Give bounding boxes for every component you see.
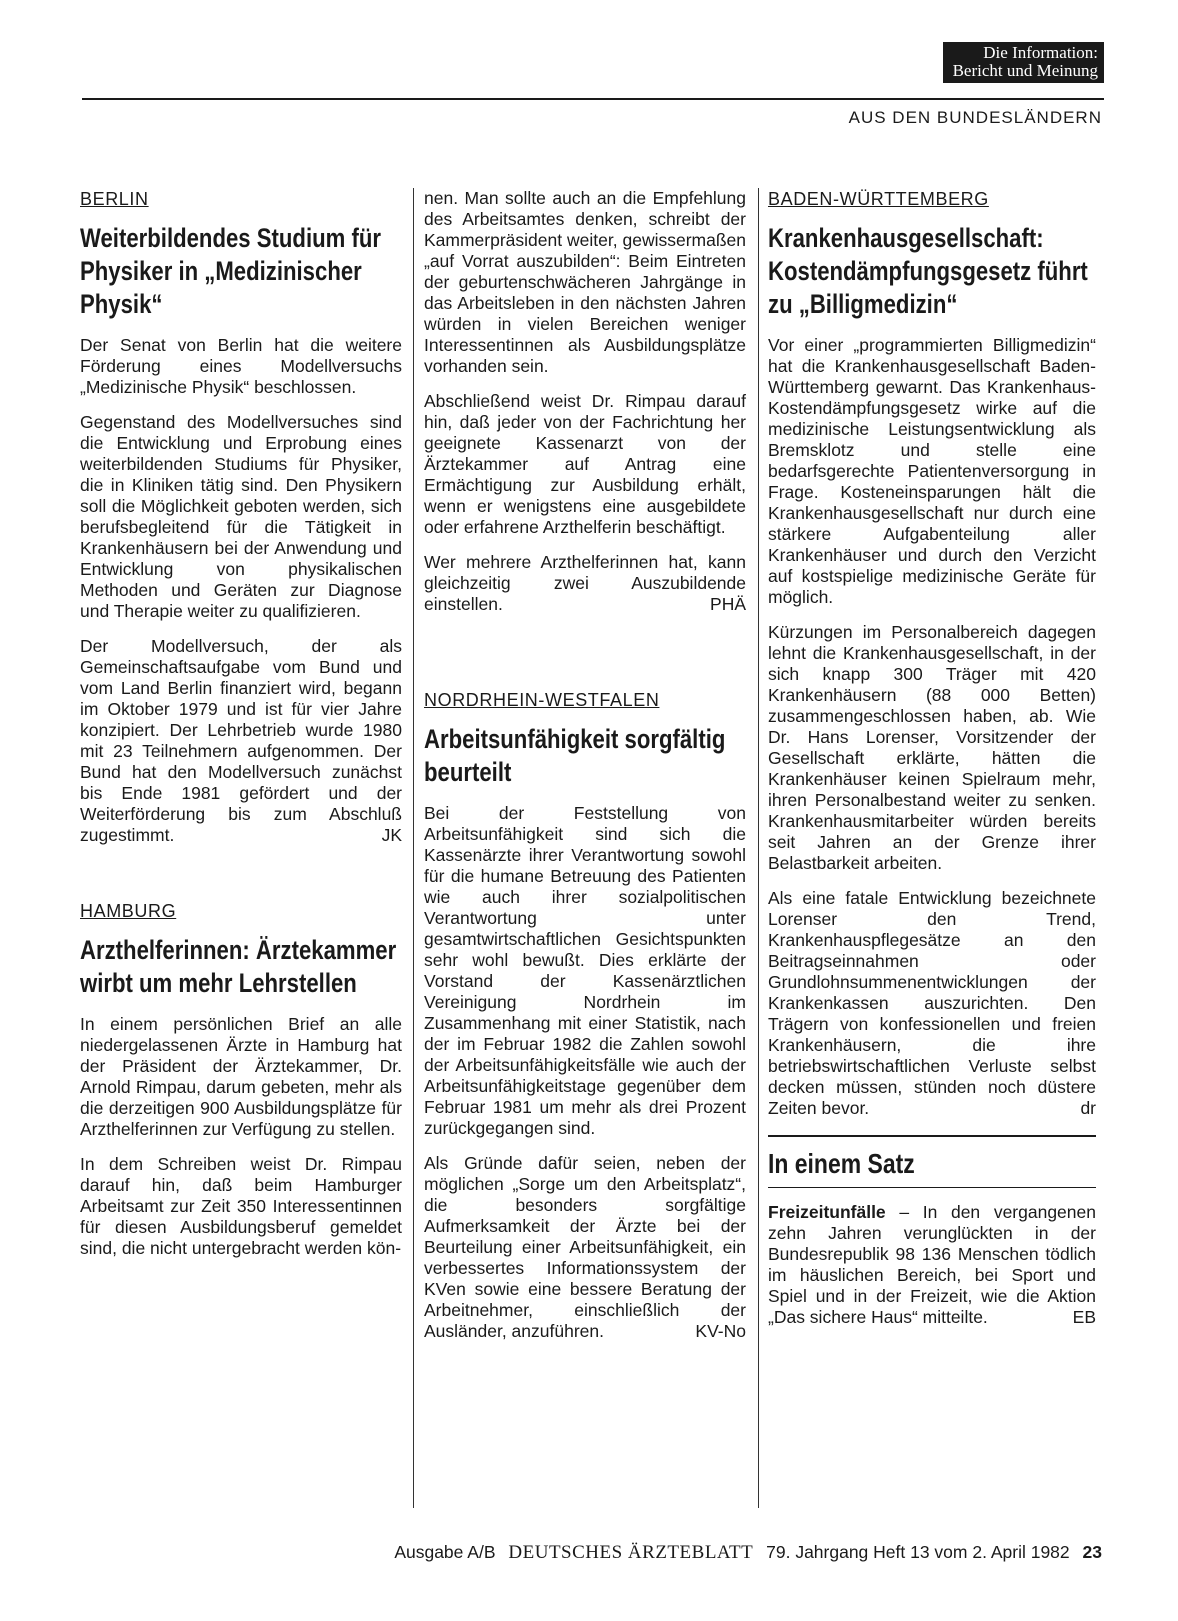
box-title-rule <box>768 1187 1096 1188</box>
section-tag-line1: Die Information: <box>983 43 1098 62</box>
column-3 <box>768 188 1096 1342</box>
page-footer <box>394 1542 1102 1564</box>
article-kicker: BERLIN <box>80 189 149 209</box>
footer-journal: DEUTSCHES ÄRZTEBLATT <box>508 1542 754 1563</box>
article-paragraph: Kürzungen im Personalbereich dagegen lehnt die Krankenhausgesellschaft, in der sich knapp 300 Träger mit 420 Krankenhäusern (88 000 Betten) zusammengeschlossen haben, ab. Wie Dr. Hans Lorenser, Vorsitzender der Gesellschaft erklärte, hätten die Krankenhäuser keinen Spielraum mehr, ihren Personalbestand weiter zu senken. Krankenhausmitarbeiter würden bereits seit Jahren an der Grenze ihrer Belastbarkeit arbeiten. <box>768 622 1096 873</box>
author-signature: EB <box>1072 1307 1096 1327</box>
author-signature: PHÄ <box>710 594 746 614</box>
article-text: Der Modellversuch, der als Gemeinschaftsaufgabe vom Bund und vom Land Berlin finanziert wird, begann im Oktober 1979 und ist für vier Jahre konzipiert. Der Lehrbetrieb wurde 1980 mit 23 Teilnehmern aufgenommen. Der Bund hat den Modellversuch zunächst bis Ende 1981 gefördert und der Weiterförderung bis zum Abschluß zugestimmt. <box>80 636 402 845</box>
article-paragraph: Abschließend weist Dr. Rimpau darauf hin, daß jeder von der Fachrichtung her geeignete Kassenarzt von der Ärztekammer auf Antrag eine Ermächtigung zur Ausbildung erhält, wenn er wenigstens eine ausgebildete oder erfahrene Arzthelferin beschäftigt. <box>424 391 746 537</box>
in-einem-satz-box <box>768 1147 1096 1328</box>
article-paragraph <box>768 888 1096 1119</box>
author-signature: dr <box>1080 1098 1096 1118</box>
brief-lead: Freizeitunfälle <box>768 1202 886 1222</box>
article-headline: Weiterbildendes Studium für Physiker in „Medizinischer Physik“ <box>80 223 381 319</box>
section-tag <box>943 42 1104 83</box>
column-divider <box>758 188 759 1508</box>
page-number: 23 <box>1082 1542 1102 1562</box>
article-paragraph <box>80 636 402 846</box>
author-signature: JK <box>381 825 402 845</box>
column-divider <box>413 188 414 1508</box>
box-title: In einem Satz <box>768 1148 915 1179</box>
article-text: Als Gründe dafür seien, neben der möglichen „Sorge um den Arbeitsplatz“, die besonders sorgfältige Aufmerksamkeit der Ärzte bei der Beurteilung einer Arbeitsunfähigkeit, ein verbessertes Informationssystem der KVen sowie eine bessere Beratung der Arbeitnehmer, einschließlich der Ausländer, anzuführen. <box>424 1153 746 1341</box>
article-headline: Arbeitsunfähigkeit sorgfältig beurteilt <box>424 724 726 787</box>
article-text: Wer mehrere Arzthelferinnen hat, kann gleichzeitig zwei Auszubildende einstellen. <box>424 552 746 614</box>
box-top-rule <box>768 1135 1096 1137</box>
article-paragraph: In einem persönlichen Brief an alle niedergelassenen Ärzte in Hamburg hat der Präsident der Ärztekammer, Dr. Arnold Rimpau, darum gebeten, mehr als die derzeitigen 900 Ausbildungsplätze für Arzthelferinnen zur Verfügung zu stellen. <box>80 1014 402 1139</box>
article-hamburg <box>80 900 402 1259</box>
article-headline: Arzthelferinnen: Ärztekammer wirbt um mehr Lehrstellen <box>80 935 397 998</box>
article-baden-wuerttemberg <box>768 188 1096 1119</box>
article-paragraph: Gegenstand des Modellversuches sind die Entwicklung und Erprobung eines weiterbildenden Studiums für Physiker, die in Kliniken tätig sind. Den Physikern soll die Möglichkeit geboten werden, sich berufsbegleitend für die Tätigkeit in Krankenhäusern bei der Anwendung und Entwicklung von physikalischen Methoden und Geräten zur Diagnose und Therapie weiter zu qualifizieren. <box>80 412 402 621</box>
article-paragraph <box>424 1153 746 1342</box>
article-paragraph: Der Senat von Berlin hat die weitere Förderung eines Modellversuchs „Medizinische Physik“ beschlossen. <box>80 335 402 397</box>
footer-edition: Ausgabe A/B <box>394 1542 496 1562</box>
article-paragraph <box>424 552 746 615</box>
article-kicker: BADEN-WÜRTTEMBERG <box>768 189 989 209</box>
article-paragraph: In dem Schreiben weist Dr. Rimpau darauf hin, daß beim Hamburger Arbeitsamt zur Zeit 350 Interessentinnen für diesen Ausbildungsberuf gemeldet sind, die nicht untergebracht werden kön- <box>80 1154 402 1258</box>
brief-item <box>768 1202 1096 1328</box>
column-1 <box>80 188 402 1273</box>
brief-text: – In den vergangenen zehn Jahren verunglückten in der Bundesrepublik 98 136 Menschen tödlich im häuslichen Bereich, bei Sport und Spiel und in der Freizeit, wie die Aktion „Das sichere Haus“ mitteilte. <box>768 1202 1096 1327</box>
article-text: Als eine fatale Entwicklung bezeichnete Lorenser den Trend, Krankenhauspflegesätze an den Beitragseinnahmen oder Grundlohnsummenentwicklungen der Krankenkassen auszurichten. Den Trägern von konfessionellen und freien Krankenhäusern, die ihre betriebswirtschaftlichen Verluste selbst decken müssen, stünden noch düstere Zeiten bevor. <box>768 888 1096 1118</box>
article-paragraph: Bei der Feststellung von Arbeitsunfähigkeit sind sich die Kassenärzte ihrer Verantwortung sowohl für die humane Betreuung des Patienten wie auch ihrer sozialpolitischen Verantwortung unter gesamtwirtschaftlichen Gesichtspunkten sehr wohl bewußt. Dies erklärte der Vorstand der Kassenärztlichen Vereinigung Nordrhein im Zusammenhang mit einer Statistik, nach der im Februar 1982 die Zahlen sowohl der Arbeitsunfähigkeitsfälle wie auch der Arbeitsunfähigkeitstage gegenüber dem Februar 1981 um mehr als drei Prozent zurückgegangen sind. <box>424 803 746 1138</box>
footer-issue: 79. Jahrgang Heft 13 vom 2. April 1982 <box>766 1542 1070 1562</box>
article-berlin <box>80 188 402 846</box>
article-paragraph: nen. Man sollte auch an die Empfehlung des Arbeitsamtes denken, schreibt der Kammerpräsident weiter, gewissermaßen „auf Vorrat auszubilden“: Beim Eintreten der geburtenschwächeren Jahrgänge in das Arbeitsleben in den nächsten Jahren würden in vielen Bereichen weniger Interessentinnen als Ausbildungsplätze vorhanden sein. <box>424 188 746 376</box>
article-headline: Krankenhausgesellschaft: Kostendämpfungsgesetz führt zu „Billigmedizin“ <box>768 223 1088 319</box>
author-signature: KV-No <box>695 1321 746 1341</box>
article-kicker: NORDRHEIN-WESTFALEN <box>424 690 660 710</box>
column-2 <box>424 188 746 1356</box>
header-rule <box>82 98 1104 100</box>
article-nrw <box>424 689 746 1342</box>
article-paragraph: Vor einer „programmierten Billigmedizin“ hat die Krankenhausgesellschaft Baden-Württemberg gewarnt. Das Krankenhaus-Kostendämpfungsgesetz wirke auf die medizinische Leistungsentwicklung als Bremsklotz und stelle eine bedarfsgerechte Patientenversorgung in Frage. Kosteneinsparungen hält die Krankenhausgesellschaft nur durch eine stärkere Aufgabenteilung aller Krankenhäuser und durch den Verzicht auf kostspielige medizinische Geräte für möglich. <box>768 335 1096 607</box>
region-label: AUS DEN BUNDESLÄNDERN <box>848 108 1102 127</box>
section-tag-line2: Bericht und Meinung <box>952 61 1098 80</box>
article-kicker: HAMBURG <box>80 901 177 921</box>
